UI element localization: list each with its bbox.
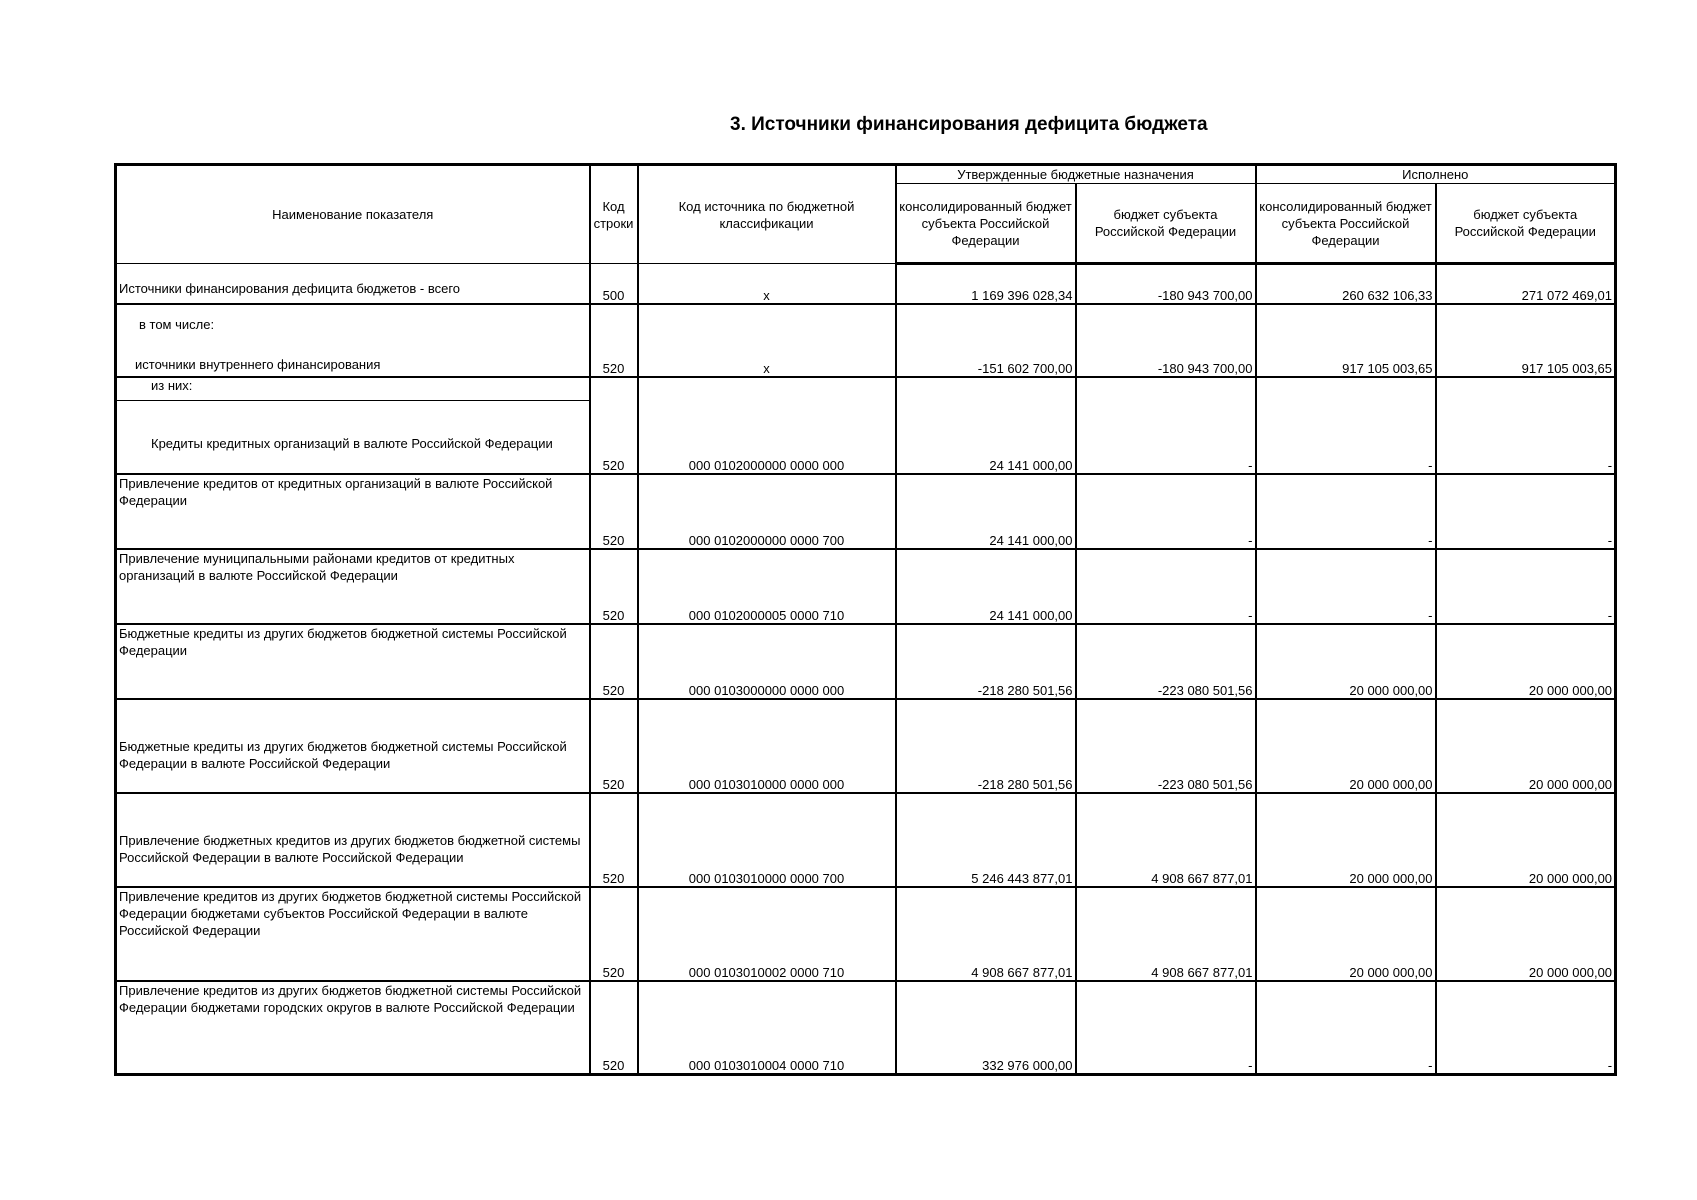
row-executed-subject: 917 105 003,65 [1436,304,1616,377]
row-executed-consolidated: 917 105 003,65 [1256,304,1436,377]
row-executed-subject: - [1436,474,1616,549]
row-approved-subject: -180 943 700,00 [1076,264,1256,304]
row-name [116,304,590,377]
row-approved-consolidated: 332 976 000,00 [896,981,1076,1075]
row-line-code: 520 [590,304,638,377]
row-executed-consolidated: - [1256,981,1436,1075]
table-row [116,377,1616,474]
row-approved-consolidated: 24 141 000,00 [896,474,1076,549]
row-name: Привлечение кредитов от кредитных организаций в валюте Российской Федерации [116,474,590,549]
row-name: Привлечение муниципальными районами кредитов от кредитных организаций в валюте Российской Федерации [116,549,590,624]
row-approved-subject: - [1076,377,1256,474]
row-source-code: 000 0103000000 0000 000 [638,624,896,699]
row-executed-subject: 20 000 000,00 [1436,624,1616,699]
table-row [116,474,1616,549]
table-row [116,304,1616,377]
row-name: Привлечение кредитов из других бюджетов бюджетной системы Российской Федерации бюджетами субъектов Российской Федерации в валюте Российской Федерации [116,887,590,981]
row-post-label: из них: [151,377,193,393]
row-approved-subject: -180 943 700,00 [1076,304,1256,377]
row-executed-subject: 20 000 000,00 [1436,887,1616,981]
row-source-code: 000 0102000000 0000 700 [638,474,896,549]
row-approved-consolidated: -218 280 501,56 [896,699,1076,793]
row-approved-subject: - [1076,981,1256,1075]
row-source-code: 000 0103010000 0000 700 [638,793,896,887]
header-line-code: Код строки [590,165,638,264]
table-row [116,793,1616,887]
row-name: Привлечение бюджетных кредитов из других бюджетов бюджетной системы Российской Федерации в валюте Российской Федерации [116,793,590,887]
row-approved-subject: -223 080 501,56 [1076,624,1256,699]
header-approved: Утвержденные бюджетные назначения [896,165,1256,184]
row-executed-consolidated: 20 000 000,00 [1256,624,1436,699]
row-line-code: 500 [590,264,638,304]
row-approved-consolidated: 4 908 667 877,01 [896,887,1076,981]
row-line-code: 520 [590,549,638,624]
row-line-code: 520 [590,981,638,1075]
table-row [116,699,1616,793]
row-executed-subject: 20 000 000,00 [1436,699,1616,793]
header-approved-consolidated: консолидированный бюджет субъекта Российской Федерации [896,184,1076,264]
header-name: Наименование показателя [116,165,590,264]
row-executed-consolidated: 20 000 000,00 [1256,793,1436,887]
row-executed-subject: 20 000 000,00 [1436,793,1616,887]
row-executed-subject: - [1436,981,1616,1075]
row-line-code: 520 [590,699,638,793]
row-approved-consolidated: -151 602 700,00 [896,304,1076,377]
row-name: Привлечение кредитов из других бюджетов бюджетной системы Российской Федерации бюджетами городских округов в валюте Российской Федерации [116,981,590,1075]
row-name [116,377,590,474]
row-source-code: x [638,304,896,377]
row-executed-consolidated: - [1256,377,1436,474]
row-line-code: 520 [590,474,638,549]
header-executed: Исполнено [1256,165,1616,184]
page-title: 3. Источники финансирования дефицита бюджета [730,114,1208,135]
row-line-code: 520 [590,887,638,981]
row-executed-subject: 271 072 469,01 [1436,264,1616,304]
row-name-label: источники внутреннего финансирования [135,356,381,372]
row-approved-consolidated: 24 141 000,00 [896,377,1076,474]
row-executed-consolidated: 20 000 000,00 [1256,699,1436,793]
table-row [116,549,1616,624]
header-row-1 [116,165,1616,184]
row-name: Бюджетные кредиты из других бюджетов бюджетной системы Российской Федерации [116,624,590,699]
header-source-code: Код источника по бюджетной классификации [638,165,896,264]
row-name: Источники финансирования дефицита бюджетов - всего [116,264,590,304]
row-source-code: x [638,264,896,304]
row-divider [117,400,589,401]
row-executed-consolidated: 260 632 106,33 [1256,264,1436,304]
row-pre-label: в том числе: [139,316,215,332]
row-approved-subject: -223 080 501,56 [1076,699,1256,793]
row-executed-consolidated: - [1256,474,1436,549]
header-executed-subject: бюджет субъекта Российской Федерации [1436,184,1616,264]
row-line-code: 520 [590,793,638,887]
row-name-label: Кредиты кредитных организаций в валюте Российской Федерации [151,435,553,451]
header-executed-consolidated: консолидированный бюджет субъекта Российской Федерации [1256,184,1436,264]
row-executed-consolidated: 20 000 000,00 [1256,887,1436,981]
table-row [116,264,1616,304]
table-row [116,887,1616,981]
row-approved-subject: - [1076,474,1256,549]
row-approved-consolidated: -218 280 501,56 [896,624,1076,699]
header-approved-subject: бюджет субъекта Российской Федерации [1076,184,1256,264]
row-approved-consolidated: 24 141 000,00 [896,549,1076,624]
row-approved-subject: 4 908 667 877,01 [1076,887,1256,981]
row-executed-consolidated: - [1256,549,1436,624]
row-approved-subject: - [1076,549,1256,624]
row-source-code: 000 0103010004 0000 710 [638,981,896,1075]
table-row [116,624,1616,699]
row-name: Бюджетные кредиты из других бюджетов бюджетной системы Российской Федерации в валюте Российской Федерации [116,699,590,793]
sources-table [114,163,1617,1076]
row-source-code: 000 0102000000 0000 000 [638,377,896,474]
row-approved-consolidated: 1 169 396 028,34 [896,264,1076,304]
row-source-code: 000 0103010000 0000 000 [638,699,896,793]
row-line-code: 520 [590,377,638,474]
row-line-code: 520 [590,624,638,699]
row-executed-subject: - [1436,377,1616,474]
table-row [116,981,1616,1075]
row-source-code: 000 0102000005 0000 710 [638,549,896,624]
row-executed-subject: - [1436,549,1616,624]
row-source-code: 000 0103010002 0000 710 [638,887,896,981]
row-approved-consolidated: 5 246 443 877,01 [896,793,1076,887]
row-approved-subject: 4 908 667 877,01 [1076,793,1256,887]
